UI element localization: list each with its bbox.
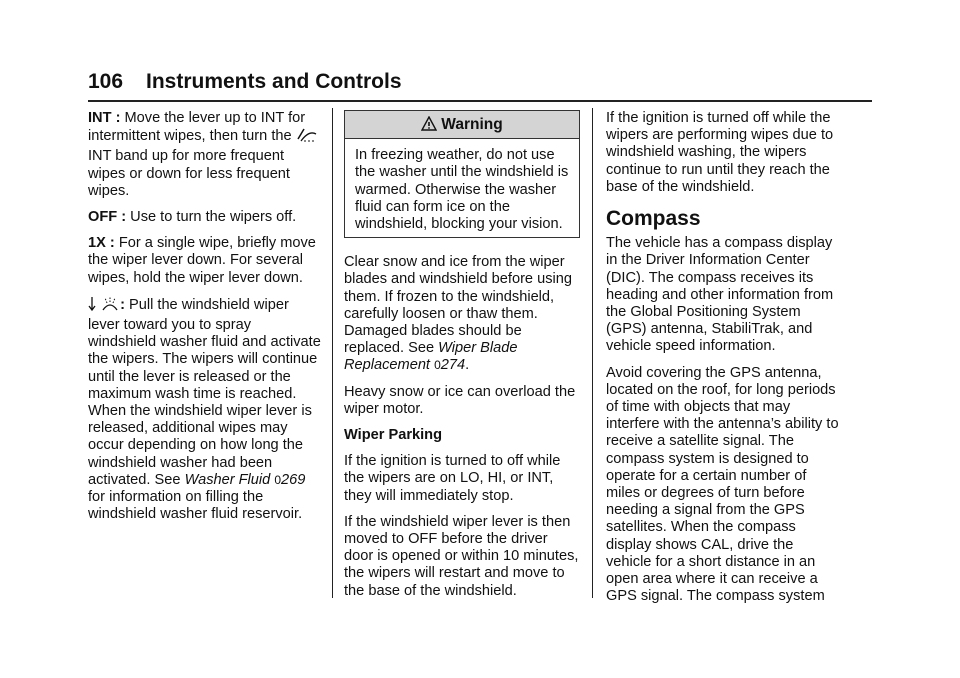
int-paragraph: [88, 110, 322, 200]
column-middle: [344, 110, 580, 609]
wiper-blade-paragraph: [344, 254, 580, 374]
page-number: 106: [88, 70, 124, 93]
column-divider: [592, 108, 593, 598]
onex-term: 1X :: [88, 235, 115, 252]
warning-box: [344, 110, 580, 238]
wiper-blade-text: Clear snow and ice from the wiper blades and windshield before using them. If frozen to the windshield, carefully loosen or thaw them. Damaged blades should be replaced. See: [344, 254, 572, 357]
washer-fluid-icon: [100, 296, 120, 317]
washer-paragraph: [88, 296, 322, 524]
washing-paragraph: If the ignition is turned off while the wipers are performing wipes due to windshield washing, the wipers continue to run until they reach the base of the windshield.: [606, 110, 834, 195]
warning-body: In freezing weather, do not use the washer until the windshield is warmed. Otherwise the washer fluid can form ice on the windshield, blocking your vision.: [355, 147, 569, 233]
wiper-blade-link[interactable]: Wiper Blade Replacement: [344, 340, 518, 374]
off-paragraph: [88, 209, 322, 226]
heavy-snow-paragraph: Heavy snow or ice can overload the wiper motor.: [344, 383, 576, 417]
wiper-blade-page[interactable]: 274: [440, 357, 466, 374]
onex-text: For a single wipe, briefly move the wiper lever down. For several wipes, hold the wiper lever down.: [88, 235, 316, 286]
washer-fluid-page[interactable]: 269: [281, 471, 306, 488]
column-left: [88, 110, 322, 532]
compass-heading: Compass: [606, 207, 701, 231]
column-divider: [332, 108, 333, 598]
wiper-parking-subhead: Wiper Parking: [344, 427, 442, 444]
page-ref-arrow: 0: [274, 472, 282, 487]
off-text: Use to turn the wipers off.: [130, 209, 297, 226]
washer-text-a: Pull the windshield wiper lever toward you to spray windshield washer fluid and activate the wipers. The wipers will continue until the lever is released or the maximum wash time is reached. When the windshield wiper lever is released, additional wipes may occur depending on how long the windshield washer had been activated. See: [88, 296, 321, 488]
gps-antenna-paragraph: Avoid covering the GPS antenna, located on the roof, for long periods of time with objects that may interfere with the antenna’s ability to receive a satellite signal. The compass system is designed to operate for a certain number of miles or degrees of turn before needing a signal from the GPS satellites. When the compass display shows CAL, drive the vehicle for a short distance in an open area where it can receive a GPS signal. The compass system: [606, 364, 839, 605]
washer-fluid-link[interactable]: Washer Fluid: [184, 471, 271, 488]
washer-colon: :: [120, 296, 125, 313]
page-title: Instruments and Controls: [146, 70, 402, 93]
compass-intro-paragraph: The vehicle has a compass display in the Driver Information Center (DIC). The compass receives its heading and other information from the Global Positioning System (GPS) antenna, StabiliTrak, and vehicle speed information.: [606, 235, 834, 355]
int-text-b: INT band up for more frequent wipes or down for less frequent wipes.: [88, 148, 290, 199]
ignition-off-paragraph: If the ignition is turned to off while the wipers are on LO, HI, or INT, they will immediately stop.: [344, 453, 561, 504]
warning-icon: [421, 116, 437, 132]
onex-paragraph: [88, 235, 322, 287]
wiper-restart-paragraph: If the windshield wiper lever is then moved to OFF before the driver door is opened or within 10 minutes, the wipers will restart and move to the base of the windshield.: [344, 513, 579, 599]
intermittent-wiper-icon: [296, 127, 318, 148]
off-term: OFF :: [88, 209, 127, 226]
wiper-blade-end: .: [465, 357, 470, 374]
warning-header: [345, 111, 579, 139]
page-header: [88, 66, 872, 102]
int-text-a: Move the lever up to INT for intermittent wipes, then turn the: [88, 110, 306, 145]
washer-text-b: for information on filling the windshield washer fluid reservoir.: [88, 489, 303, 523]
column-right: [606, 110, 842, 614]
int-term: INT :: [88, 110, 121, 126]
pull-arrow-icon: [88, 296, 96, 317]
warning-title: Warning: [441, 116, 503, 133]
page-ref-arrow: 0: [434, 358, 441, 373]
